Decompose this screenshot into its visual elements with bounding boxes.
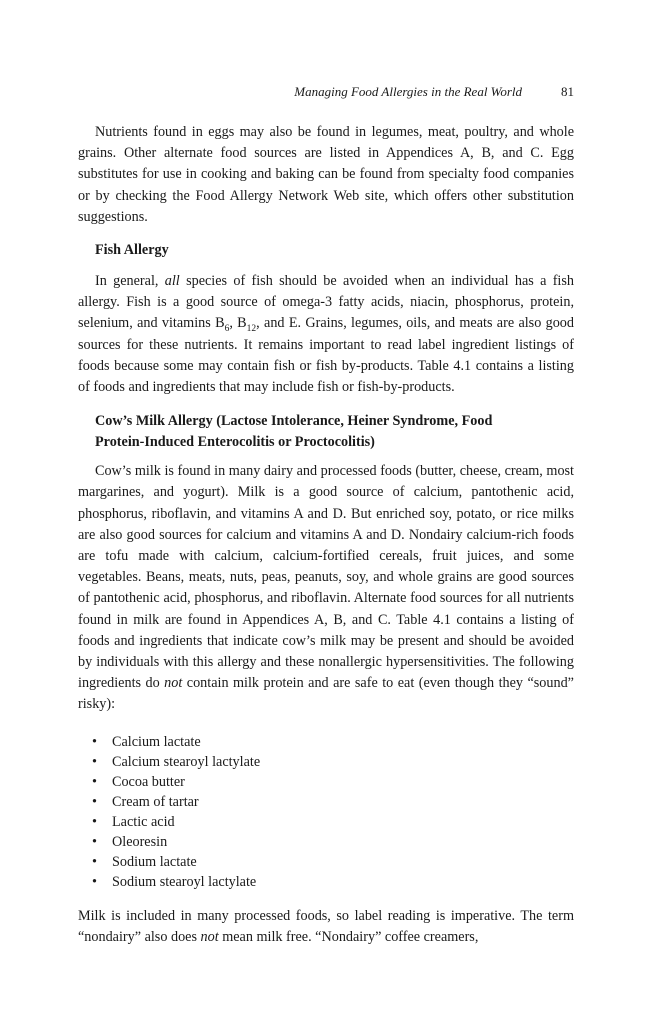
closing-text-1: Milk is included in many processed foods, so label reading is imperative. The term “nondairy” also does bbox=[78, 907, 574, 945]
page-body bbox=[78, 122, 574, 948]
list-item bbox=[92, 792, 574, 812]
safe-ingredients-list bbox=[78, 732, 574, 892]
list-item-label: Oleoresin bbox=[112, 833, 168, 850]
list-item-label: Calcium lactate bbox=[112, 733, 201, 750]
bullet-icon: • bbox=[92, 733, 97, 750]
fish-text-3: , B bbox=[229, 315, 247, 332]
running-head bbox=[78, 84, 574, 104]
list-item bbox=[92, 852, 574, 872]
list-item bbox=[92, 832, 574, 852]
paragraph-milk-labels bbox=[78, 906, 574, 948]
list-item-label: Cream of tartar bbox=[112, 793, 199, 810]
list-item bbox=[92, 872, 574, 892]
bullet-icon: • bbox=[92, 773, 97, 790]
heading-cows-milk-allergy bbox=[95, 411, 574, 453]
subscript-b6: 6 bbox=[224, 324, 230, 335]
fish-text-2: species of fish should be avoided when an individual has a fish allergy. Fish is a good source of omega-3 fatty acids, niacin, phosphorus, protein, selenium, and vitamins B bbox=[78, 273, 574, 332]
list-item bbox=[92, 732, 574, 752]
bullet-icon: • bbox=[92, 813, 97, 830]
heading-milk-line-2: Protein-Induced Enterocolitis or Proctocolitis) bbox=[95, 434, 375, 451]
heading-fish-allergy: Fish Allergy bbox=[95, 242, 169, 259]
bullet-icon: • bbox=[92, 853, 97, 870]
milk-text-2: contain milk protein and are safe to eat (even though they “sound” risky): bbox=[78, 675, 574, 713]
list-item-label: Sodium stearoyl lactylate bbox=[112, 873, 257, 890]
page-number: 81 bbox=[561, 84, 574, 99]
fish-text-4: , and E. Grains, legumes, oils, and meats are also good sources for these nutrients. It remains important to read label ingredient listings of foods because some may contain fish or fish by-products. Table 4.1 contains a listing of foods and ingredients that may include fish or fish-by-products. bbox=[78, 315, 574, 396]
fish-text-1: In general, bbox=[95, 273, 165, 290]
list-item-label: Sodium lactate bbox=[112, 853, 197, 870]
paragraph-fish bbox=[78, 271, 574, 398]
paragraph-milk bbox=[78, 461, 574, 715]
list-item-label: Calcium stearoyl lactylate bbox=[112, 753, 261, 770]
bullet-icon: • bbox=[92, 833, 97, 850]
bullet-icon: • bbox=[92, 793, 97, 810]
list-item bbox=[92, 752, 574, 772]
paragraph-eggs: Nutrients found in eggs may also be found in legumes, meat, poultry, and whole grains. Other alternate food sources are listed in Appendices A, B, and C. Egg substitutes for use in cooking and baking can be found from specialty food companies or by checking the Food Allergy Network Web site, which offers other substitution suggestions. bbox=[78, 124, 574, 225]
closing-emphasis: not bbox=[200, 928, 219, 945]
list-item-label: Lactic acid bbox=[112, 813, 175, 830]
bullet-icon: • bbox=[92, 873, 97, 890]
running-title: Managing Food Allergies in the Real World bbox=[294, 84, 522, 99]
fish-emphasis: all bbox=[164, 273, 180, 290]
subscript-b12: 12 bbox=[246, 324, 257, 335]
list-item-label: Cocoa butter bbox=[112, 773, 185, 790]
heading-milk-line-1: Cow’s Milk Allergy (Lactose Intolerance, Heiner Syndrome, Food bbox=[95, 413, 493, 430]
bullet-icon: • bbox=[92, 753, 97, 770]
milk-emphasis: not bbox=[164, 675, 183, 692]
list-item bbox=[92, 772, 574, 792]
milk-text-1: Cow’s milk is found in many dairy and processed foods (butter, cheese, cream, most margarines, and yogurt). Milk is a good source of calcium, pantothenic acid, phosphorus, riboflavin, and vitamins A and D. But enriched soy, potato, or rice milks are also good sources for calcium and vitamins A and D. Nondairy calcium-rich foods are tofu made with calcium, calcium-fortified cereals, fruit juices, and some vegetables. Beans, meats, nuts, peas, peanuts, soy, and whole grains are good sources of pantothenic acid, phosphorus, and riboflavin. Alternate food sources for all nutrients found in milk are found in Appendices A, B, and C. Table 4.1 contains a listing of foods and ingredients that indicate cow’s milk may be present and should be avoided by individuals with this allergy and these nonallergic hypersensitivities. The following ingredients do bbox=[78, 463, 574, 692]
closing-text-2: mean milk free. “Nondairy” coffee creamers, bbox=[218, 928, 479, 945]
list-item bbox=[92, 812, 574, 832]
